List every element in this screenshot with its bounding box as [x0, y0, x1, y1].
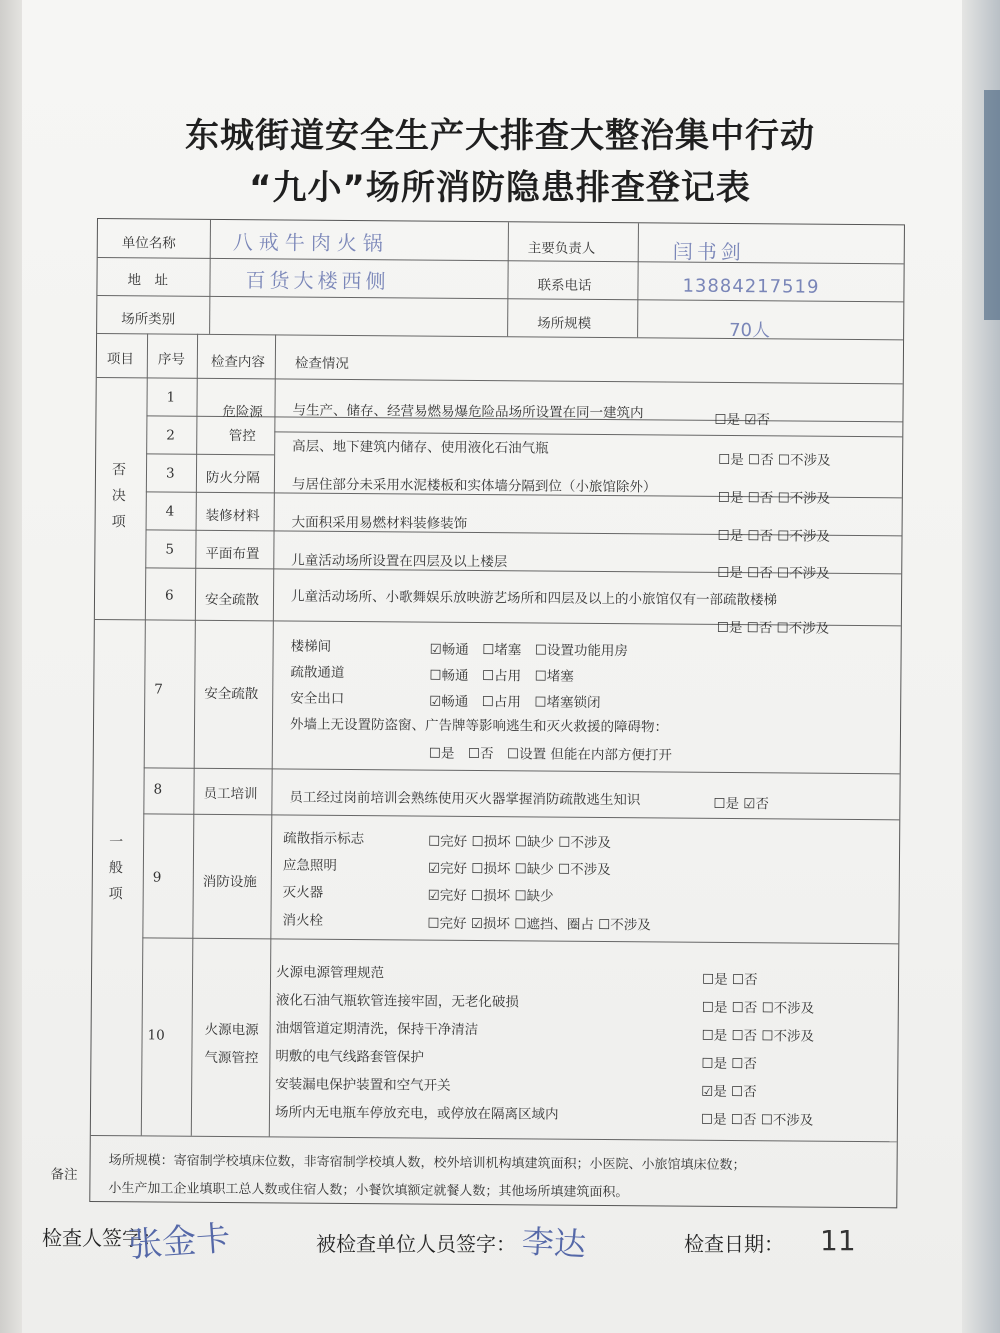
row8-text: 员工经过岗前培训会熟练使用灭火器掌握消防疏散逃生知识	[289, 789, 641, 809]
row9-seq: 9	[152, 869, 162, 886]
row9-item4-options[interactable]: ☐完好 ☑损坏 ☐遮挡、圈占 ☐不涉及	[427, 915, 651, 934]
row9-content: 消防设施	[202, 873, 257, 891]
row5-content: 平面布置	[205, 545, 260, 563]
row8-seq: 8	[153, 781, 163, 798]
row5-options[interactable]: ☐是 ☐否 ☐不涉及	[717, 564, 830, 582]
row10-item6-label: 场所内无电瓶车停放充电，或停放在隔离区域内	[274, 1104, 559, 1123]
date-value: 11	[820, 1224, 856, 1257]
row7-item3-options[interactable]: ☑畅通 ☐占用 ☐堵塞锁闭	[429, 693, 601, 711]
remarks-line1: 场所规模：寄宿制学校填床位数，非寄宿制学校填人数，校外培训机构填建筑面积；小医院、小旅馆填床位数；	[108, 1153, 746, 1174]
row9-item1-options[interactable]: ☐完好 ☐损坏 ☐缺少 ☐不涉及	[428, 833, 611, 852]
row7-item2-options[interactable]: ☐畅通 ☐占用 ☐堵塞	[429, 667, 574, 685]
row10-item4-label: 明敷的电气线路套管保护	[275, 1048, 424, 1066]
row2-options[interactable]: ☐是 ☐否 ☐不涉及	[718, 451, 831, 469]
row10-item3-options[interactable]: ☐是 ☐否 ☐不涉及	[701, 1027, 815, 1045]
row7-extra-options[interactable]: ☐是 ☐否 ☐设置 但能在内部方便打开	[428, 745, 672, 764]
col-seq: 序号	[157, 351, 185, 368]
row6-content: 安全疏散	[204, 591, 260, 609]
row8-content: 员工培训	[203, 785, 258, 803]
inspection-form	[50, 218, 905, 1208]
col-content: 检查内容	[210, 353, 265, 371]
inspector-label: 检查人签字：	[42, 1226, 162, 1250]
address-label: 地 址	[127, 272, 169, 289]
row10-item2-options[interactable]: ☐是 ☐否 ☐不涉及	[701, 999, 815, 1017]
manager-label: 主要负责人	[527, 240, 596, 257]
row7-extra-text: 外墙上无设置防盗窗、广告牌等影响逃生和灭火救援的障碍物：	[289, 716, 669, 736]
address-value: 百货大楼西侧	[245, 268, 390, 294]
remarks-line2: 小生产加工企业填职工总人数或住宿人数；小餐饮填额定就餐人数；其他场所填建筑面积。	[108, 1181, 629, 1201]
row9-item2-options[interactable]: ☑完好 ☐损坏 ☐缺少 ☐不涉及	[427, 860, 611, 879]
general-section-label: 一般项	[108, 834, 124, 903]
inspector-signature: 张金卡	[126, 1218, 232, 1266]
row9-item4-label: 消火栓	[282, 912, 324, 929]
row3-text: 与居住部分未采用水泥楼板和实体墙分隔到位（小旅馆除外）	[291, 476, 657, 496]
phone-value: 13884217519	[682, 275, 820, 298]
row5-text: 儿童活动场所设置在四层及以上楼层	[291, 552, 508, 571]
scale-value: 70人	[729, 319, 771, 342]
row4-content: 装修材料	[205, 507, 260, 525]
manager-value: 闫书剑	[672, 239, 745, 265]
row10-item1-options[interactable]: ☐是 ☐否	[701, 971, 758, 989]
row2-seq: 2	[166, 427, 175, 444]
row6-seq: 6	[164, 587, 174, 604]
row7-item3-label: 安全出口	[290, 690, 345, 707]
row10-item5-options[interactable]: ☑是 ☐否	[701, 1083, 757, 1101]
row10-item3-label: 油烟管道定期清洗，保持干净清洁	[275, 1020, 479, 1039]
row1-text: 与生产、储存、经营易燃易爆危险品场所设置在同一建筑内	[292, 402, 644, 422]
col-item: 项目	[106, 351, 134, 368]
row10-item6-options[interactable]: ☐是 ☐否 ☐不涉及	[700, 1111, 814, 1129]
inspected-signature: 李达	[520, 1222, 587, 1264]
veto-section-label: 否决项	[111, 462, 127, 531]
date-label: 检查日期：	[684, 1232, 784, 1256]
inspected-label: 被检查单位人员签字：	[316, 1232, 516, 1256]
row10-content: 火源电源气源管控	[204, 1021, 259, 1067]
row9-item3-options[interactable]: ☑完好 ☐损坏 ☐缺少	[427, 887, 554, 905]
row1-seq: 1	[166, 389, 176, 406]
row10-item2-label: 液化石油气瓶软管连接牢固，无老化破损	[275, 992, 519, 1011]
unit-name-value: 八戒牛肉火锅	[232, 230, 389, 256]
row10-item5-label: 安装漏电保护装置和空气开关	[275, 1076, 451, 1094]
row7-content: 安全疏散	[204, 685, 259, 703]
row8-options[interactable]: ☐是 ☑否	[713, 795, 769, 813]
row9-item2-label: 应急照明	[282, 857, 337, 874]
row3-options[interactable]: ☐是 ☐否 ☐不涉及	[717, 489, 831, 507]
row10-item1-label: 火源电源管理规范	[276, 964, 385, 982]
row7-item2-label: 疏散通道	[290, 664, 345, 681]
row2-text: 高层、地下建筑内储存、使用液化石油气瓶	[292, 438, 549, 457]
row6-options[interactable]: ☐是 ☐否 ☐不涉及	[716, 619, 830, 637]
row10-item4-options[interactable]: ☐是 ☐否	[701, 1055, 757, 1073]
row7-item1-label: 楼梯间	[290, 638, 332, 655]
row1-options[interactable]: ☐是 ☑否	[714, 411, 770, 429]
row9-item1-label: 疏散指示标志	[283, 830, 365, 848]
row3-seq: 3	[165, 465, 175, 482]
row12-content: 危险源管控	[222, 403, 263, 445]
col-situation: 检查情况	[294, 355, 349, 372]
remarks-label: 备注	[50, 1166, 78, 1183]
row7-item1-options[interactable]: ☑畅通 ☐堵塞 ☐设置功能用房	[429, 641, 628, 660]
document-title-line1: 东城街道安全生产大排查大整治集中行动	[185, 116, 815, 156]
row5-seq: 5	[165, 541, 175, 558]
scale-label: 场所规模	[537, 315, 592, 332]
row9-item3-label: 灭火器	[282, 884, 324, 901]
row10-seq: 10	[147, 1027, 165, 1044]
row4-seq: 4	[165, 503, 175, 520]
category-label: 场所类别	[121, 311, 176, 328]
unit-name-label: 单位名称	[121, 235, 176, 252]
document-title-line2: “九小”场所消防隐患排查登记表	[249, 168, 751, 208]
row7-seq: 7	[154, 681, 163, 698]
phone-label: 联系电话	[537, 277, 592, 294]
row4-text: 大面积采用易燃材料装修装饰	[291, 514, 468, 532]
row4-options[interactable]: ☐是 ☐否 ☐不涉及	[717, 527, 830, 545]
row6-text: 儿童活动场所、小歌舞娱乐放映游艺场所和四层及以上的小旅馆仅有一部疏散楼梯	[290, 588, 778, 609]
row3-content: 防火分隔	[205, 469, 261, 487]
